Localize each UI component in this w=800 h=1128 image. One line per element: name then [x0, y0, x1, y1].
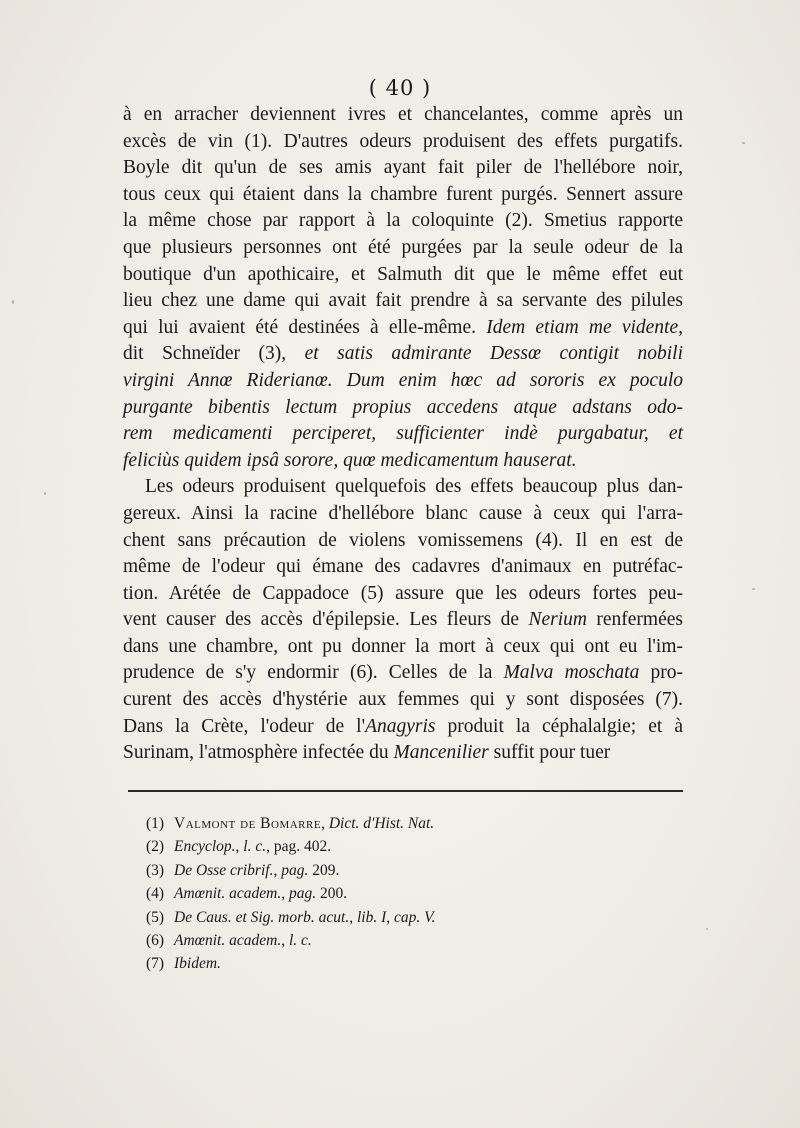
footnote-text: ,: [281, 885, 289, 903]
text-line: [123, 660, 683, 687]
text-segment: tous ceux qui étaient dans la chambre furent purgés. Sennert assure: [123, 183, 683, 205]
text-segment: Surinam, l'atmosphère infectée du: [123, 742, 394, 764]
footnote-text: , pag. 402.: [266, 838, 332, 856]
footnote-number: (3): [146, 861, 165, 879]
text-segment: produit la céphalalgie; et à: [435, 715, 684, 737]
text-line: [123, 421, 683, 448]
footnote-text: 200.: [316, 885, 348, 903]
footnote-text: Amœnit. academ.: [174, 885, 282, 903]
text-segment: Nerium: [528, 609, 587, 631]
text-segment: lieu chez une dame qui avait fait prendre à sa servante des pilules: [123, 290, 683, 312]
text-segment: qui lui avaient été destinées à elle-même.: [123, 316, 487, 338]
paper-speck: [752, 588, 755, 590]
text-segment: Idem etiam me vidente,: [486, 316, 684, 338]
footnote-text: ,: [281, 931, 289, 949]
text-line: [123, 581, 683, 608]
footnote-text: De Caus. et Sig. morb. acut.: [174, 908, 350, 926]
footnote-text: Ibidem.: [174, 955, 221, 973]
footnote-number: (4): [146, 885, 165, 903]
text-line: [123, 634, 683, 661]
text-line: [123, 501, 683, 528]
footnotes: [146, 812, 566, 976]
footnote-text: Valmont de Bomarre: [174, 815, 322, 832]
text-segment: Malva moschata: [503, 662, 640, 684]
text-segment: boutique d'un apothicaire, et Salmuth dit que le même effet eut: [123, 263, 683, 285]
text-segment: gereux. Ainsi la racine d'hellébore blanc cause à ceux qui l'arra-: [123, 502, 683, 524]
text-line: [123, 714, 683, 741]
text-line: [123, 129, 683, 156]
text-segment: pro-: [639, 662, 684, 684]
text-segment: la même chose par rapport à la coloquinte (2). Smetius rapporte: [123, 210, 683, 232]
text-line: [123, 740, 683, 767]
footnote-text: Dict. d'Hist. Nat.: [328, 815, 435, 832]
text-segment: purgante bibentis lectum propius accedens atque adstans odo-: [123, 396, 683, 418]
footnote-number: (2): [146, 838, 165, 856]
footnote: [146, 882, 566, 905]
text-line: [123, 182, 683, 209]
footnote-text: ,: [235, 838, 244, 856]
text-segment: excès de vin (1). D'autres odeurs produisent des effets purgatifs.: [123, 130, 683, 152]
text-segment: chent sans précaution de violens vomissemens (4). Il en est de: [123, 529, 683, 551]
text-segment: renfermées: [586, 609, 683, 631]
footnote-text: De Osse cribrif.: [174, 861, 274, 879]
footnote-text: Encyclop.: [174, 838, 236, 856]
footnote-number: (5): [146, 908, 165, 926]
text-line: [123, 687, 683, 714]
paper-speck: [742, 142, 745, 144]
footnote-text: l. c.: [243, 838, 267, 856]
text-line: [123, 262, 683, 289]
text-line: [123, 102, 683, 129]
footnote-text: ,: [273, 861, 282, 879]
footnote-number: (1): [146, 815, 165, 832]
footnote-text: pag.: [281, 861, 309, 879]
page-number: ( 40 ): [368, 76, 432, 100]
text-line: [123, 341, 683, 368]
footnote-number: (7): [146, 955, 165, 973]
text-line: [123, 528, 683, 555]
text-segment: curent des accès d'hystérie aux femmes qui y sont disposées (7).: [123, 689, 683, 711]
text-segment: à en arracher deviennent ivres et chancelantes, comme après un: [123, 104, 683, 125]
footnote-text: cap. V.: [394, 908, 436, 926]
text-segment: Boyle dit qu'un de ses amis ayant fait piler de l'hellébore noir,: [123, 157, 683, 179]
footnote-text: Amœnit. academ.: [174, 931, 282, 949]
text-segment: Anagyris: [365, 715, 436, 737]
text-line: [123, 395, 683, 422]
footnote-rule: [128, 790, 683, 792]
text-line: [123, 208, 683, 235]
text-segment: et satis admirante Dessœ contigit nobili: [304, 343, 683, 365]
footnote: [146, 929, 566, 952]
text-segment: que plusieurs personnes ont été purgées par la seule odeur de la: [123, 236, 683, 258]
footnote: [146, 906, 566, 929]
footnote-text: l. c.: [288, 931, 312, 949]
text-segment: Les odeurs produisent quelquefois des effets beaucoup plus dan-: [145, 476, 683, 498]
text-line: [123, 315, 683, 342]
text-line: [123, 474, 683, 501]
footnote-text: lib. I: [356, 908, 387, 926]
footnote-text: ,: [386, 908, 395, 926]
paper-speck: [12, 300, 14, 304]
text-line: [123, 288, 683, 315]
text-segment: vent causer des accès d'épilepsie. Les fleurs de: [123, 609, 529, 631]
text-segment: prudence de s'y endormir (6). Celles de la: [123, 662, 504, 684]
text-segment: feliciùs quidem ipsâ sorore, quœ medicamentum hauserat.: [123, 449, 577, 471]
footnote-text: pag.: [288, 885, 317, 903]
text-line: [123, 554, 683, 581]
text-line: [123, 448, 683, 475]
text-segment: suffit pour tuer: [488, 742, 611, 764]
text-segment: rem medicamenti perciperet, sufficienter indè purgabatur, et: [123, 423, 683, 445]
footnote: [146, 835, 566, 858]
text-line: [123, 155, 683, 182]
footnote-text: ,: [321, 815, 329, 832]
paper-speck: [44, 492, 46, 495]
footnote-text: ,: [349, 908, 357, 926]
footnote: [146, 812, 566, 835]
text-line: [123, 235, 683, 262]
text-line: [123, 607, 683, 634]
text-segment: dans une chambre, ont pu donner la mort à ceux qui ont eu l'im-: [123, 635, 683, 657]
footnote-text: 209.: [308, 861, 340, 879]
footnote: [146, 859, 566, 882]
body-text: [123, 102, 683, 767]
text-line: [123, 368, 683, 395]
footnote: [146, 952, 566, 975]
text-segment: dit Schneïder (3),: [123, 343, 305, 365]
text-segment: tion. Arétée de Cappadoce (5) assure que les odeurs fortes peu-: [123, 582, 683, 604]
footnote-number: (6): [146, 931, 165, 949]
paper-speck: [706, 928, 708, 930]
text-segment: même de l'odeur qui émane des cadavres d'animaux en putréfac-: [123, 556, 683, 578]
text-segment: Mancenilier: [393, 742, 489, 764]
text-segment: virgini Annœ Riderianœ. Dum enim hœc ad sororis ex poculo: [123, 369, 683, 391]
text-segment: Dans la Crète, l'odeur de l': [123, 715, 366, 737]
